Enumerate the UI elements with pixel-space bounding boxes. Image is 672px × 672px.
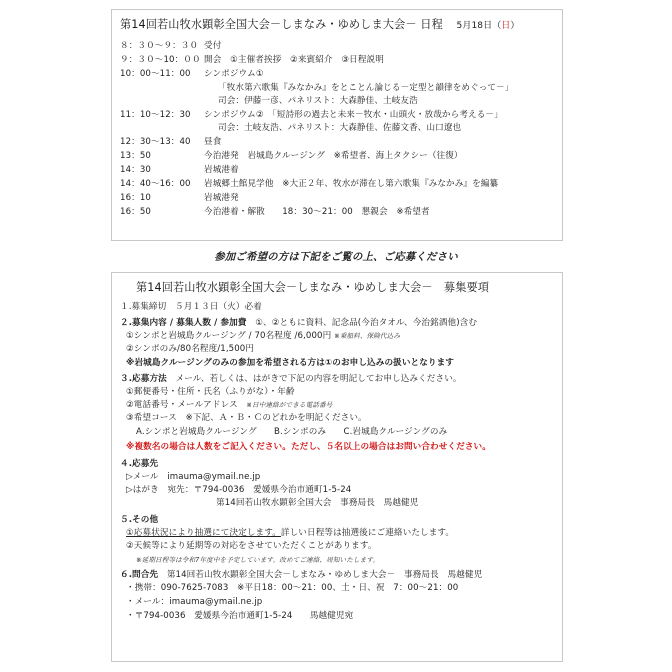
schedule-title: 第14回若山牧水顕彰全国大会－しまなみ・ゆめしま大会－ 日程 5月18日（日） xyxy=(120,18,520,31)
other-heading: ５.その他 xyxy=(120,515,159,525)
inquiry-address: ・〒794-0036 愛媛県今治市通町1-5-24 馬越健児宛 xyxy=(126,611,354,621)
apply-item-3: ③希望コース ※下記、Ａ・Ｂ・Ｃのどれかを明記ください。 xyxy=(126,413,367,423)
contact-postcard: ▷はがき 宛先：〒794-0036 愛媛県今治市通町1-5-24 xyxy=(126,485,352,495)
contact-email: ▷メール imauma@ymail.ne.jp xyxy=(126,472,261,482)
other-item-2: ②天候等により延期等の対応をさせていただくことがあります。 xyxy=(126,541,377,551)
schedule-content: 昼食 xyxy=(204,137,222,147)
schedule-content: 司会：伊藤一彦、パネリスト：大森静佳、土岐友浩 xyxy=(218,96,418,106)
recruit-panel xyxy=(111,272,563,662)
contact-postcard-name: 第14回若山牧水顕彰全国大会 事務局長 馬越健児 xyxy=(216,498,419,508)
course-1: ①シンポと岩城島クルージング / 70名程度 /6,000円 ※乗船料、保険代込み xyxy=(126,331,401,341)
schedule-time: ８：３０～９：３０ xyxy=(120,41,199,51)
notice-text: 参加ご希望の方は下記をご覧の上、ご応募ください xyxy=(214,251,458,263)
schedule-content: 受付 xyxy=(204,41,222,51)
schedule-time: 10：00～11：00 xyxy=(120,69,191,79)
postpone-note: ※延期日程等は令和7年度中を予定しています。改めてご連絡、周知いたします。 xyxy=(136,556,380,564)
other-item-1: ①応募状況により抽選にて決定します。詳しい日程等は抽選後にご連絡いたします。 xyxy=(126,528,455,538)
schedule-panel xyxy=(111,9,563,241)
inquiry-heading: ６.問合先 第14回若山牧水顕彰全国大会－しまなみ・ゆめしま大会－ 事務局長 馬越健児 xyxy=(120,570,483,580)
course-2: ②シンポのみ/80名程度/1,500円 xyxy=(126,344,255,354)
schedule-time: 12：30～13：40 xyxy=(120,137,191,147)
schedule-content: 岩城港着 xyxy=(204,165,239,175)
schedule-content: シンポジウム① xyxy=(204,69,264,79)
apply-method: ３.応募方法 メール、若しくは、はがきで下記の内容を明記してお申し込みください。 xyxy=(120,374,462,384)
inquiry-phone: ・携帯：090-7625-7083 ※平日18：00～21：00、土・日、祝 7：00～21：00 xyxy=(126,583,459,593)
schedule-date: 5月18日（日） xyxy=(456,21,520,31)
schedule-content: 今治港着・解散 18：30～21：00 懇親会 ※希望者 xyxy=(204,207,430,217)
recruit-title: 第14回若山牧水顕彰全国大会－しまなみ・ゆめしま大会－ 募集要項 xyxy=(136,281,490,294)
schedule-time: 16：10 xyxy=(120,193,151,203)
schedule-time: ９：３０～10：００ xyxy=(120,55,201,65)
schedule-content: 岩城港発 xyxy=(204,193,239,203)
schedule-time: 16：50 xyxy=(120,207,151,217)
group-warning: ※複数名の場合は人数をご記入ください。ただし、５名以上の場合はお問い合わせください。 xyxy=(126,442,491,452)
contact-heading: ４.応募先 xyxy=(120,459,159,469)
schedule-time: 13：50 xyxy=(120,151,151,161)
schedule-content: 「牧水第六歌集『みなかみ』をとことん論じる－定型と韻律をめぐって－」 xyxy=(218,83,514,93)
schedule-time: 14：40～16：00 xyxy=(120,179,191,189)
schedule-content: シンポジウム② 「短詩形の過去と未来－牧水・山頭火・放哉から考える－」 xyxy=(204,110,503,120)
schedule-content: 開会 ①主催者挨拶 ②来賓紹介 ③日程説明 xyxy=(204,55,384,65)
apply-item-1: ①郵便番号・住所・氏名（ふりがな）・年齢 xyxy=(126,387,295,397)
schedule-content: 岩城郷土館見学他 ※大正２年、牧水が滞在し第六歌集『みなかみ』を編纂 xyxy=(204,179,499,189)
content-heading: ２.募集内容 / 募集人数 / 参加費 ①、②ともに資料、記念品(今治タオル、今治銘酒他)含む xyxy=(120,318,478,328)
inquiry-email: ・メール：imauma@ymail.ne.jp xyxy=(126,597,263,607)
schedule-time: 11：10～12：30 xyxy=(120,110,191,120)
cruise-only-note: ※岩城島クルージングのみの参加を希望される方は①のお申し込みの扱いとなります xyxy=(126,358,454,368)
apply-item-2: ②電話番号・メールアドレス ※日中連絡ができる電話番号 xyxy=(126,400,333,410)
schedule-content: 司会：土岐友浩、パネリスト：大森静佳、佐藤文香、山口遼也 xyxy=(218,123,462,133)
deadline: １.募集締切 ５月１３日（火）必着 xyxy=(120,302,262,312)
schedule-time: 14：30 xyxy=(120,165,151,175)
schedule-content: 今治港発 岩城島クルージング ※希望者、海上タクシー（往復） xyxy=(204,151,463,161)
course-options: A.シンポと岩城島クルージング B.シンポのみ C.岩城島クルージングのみ xyxy=(136,427,448,437)
